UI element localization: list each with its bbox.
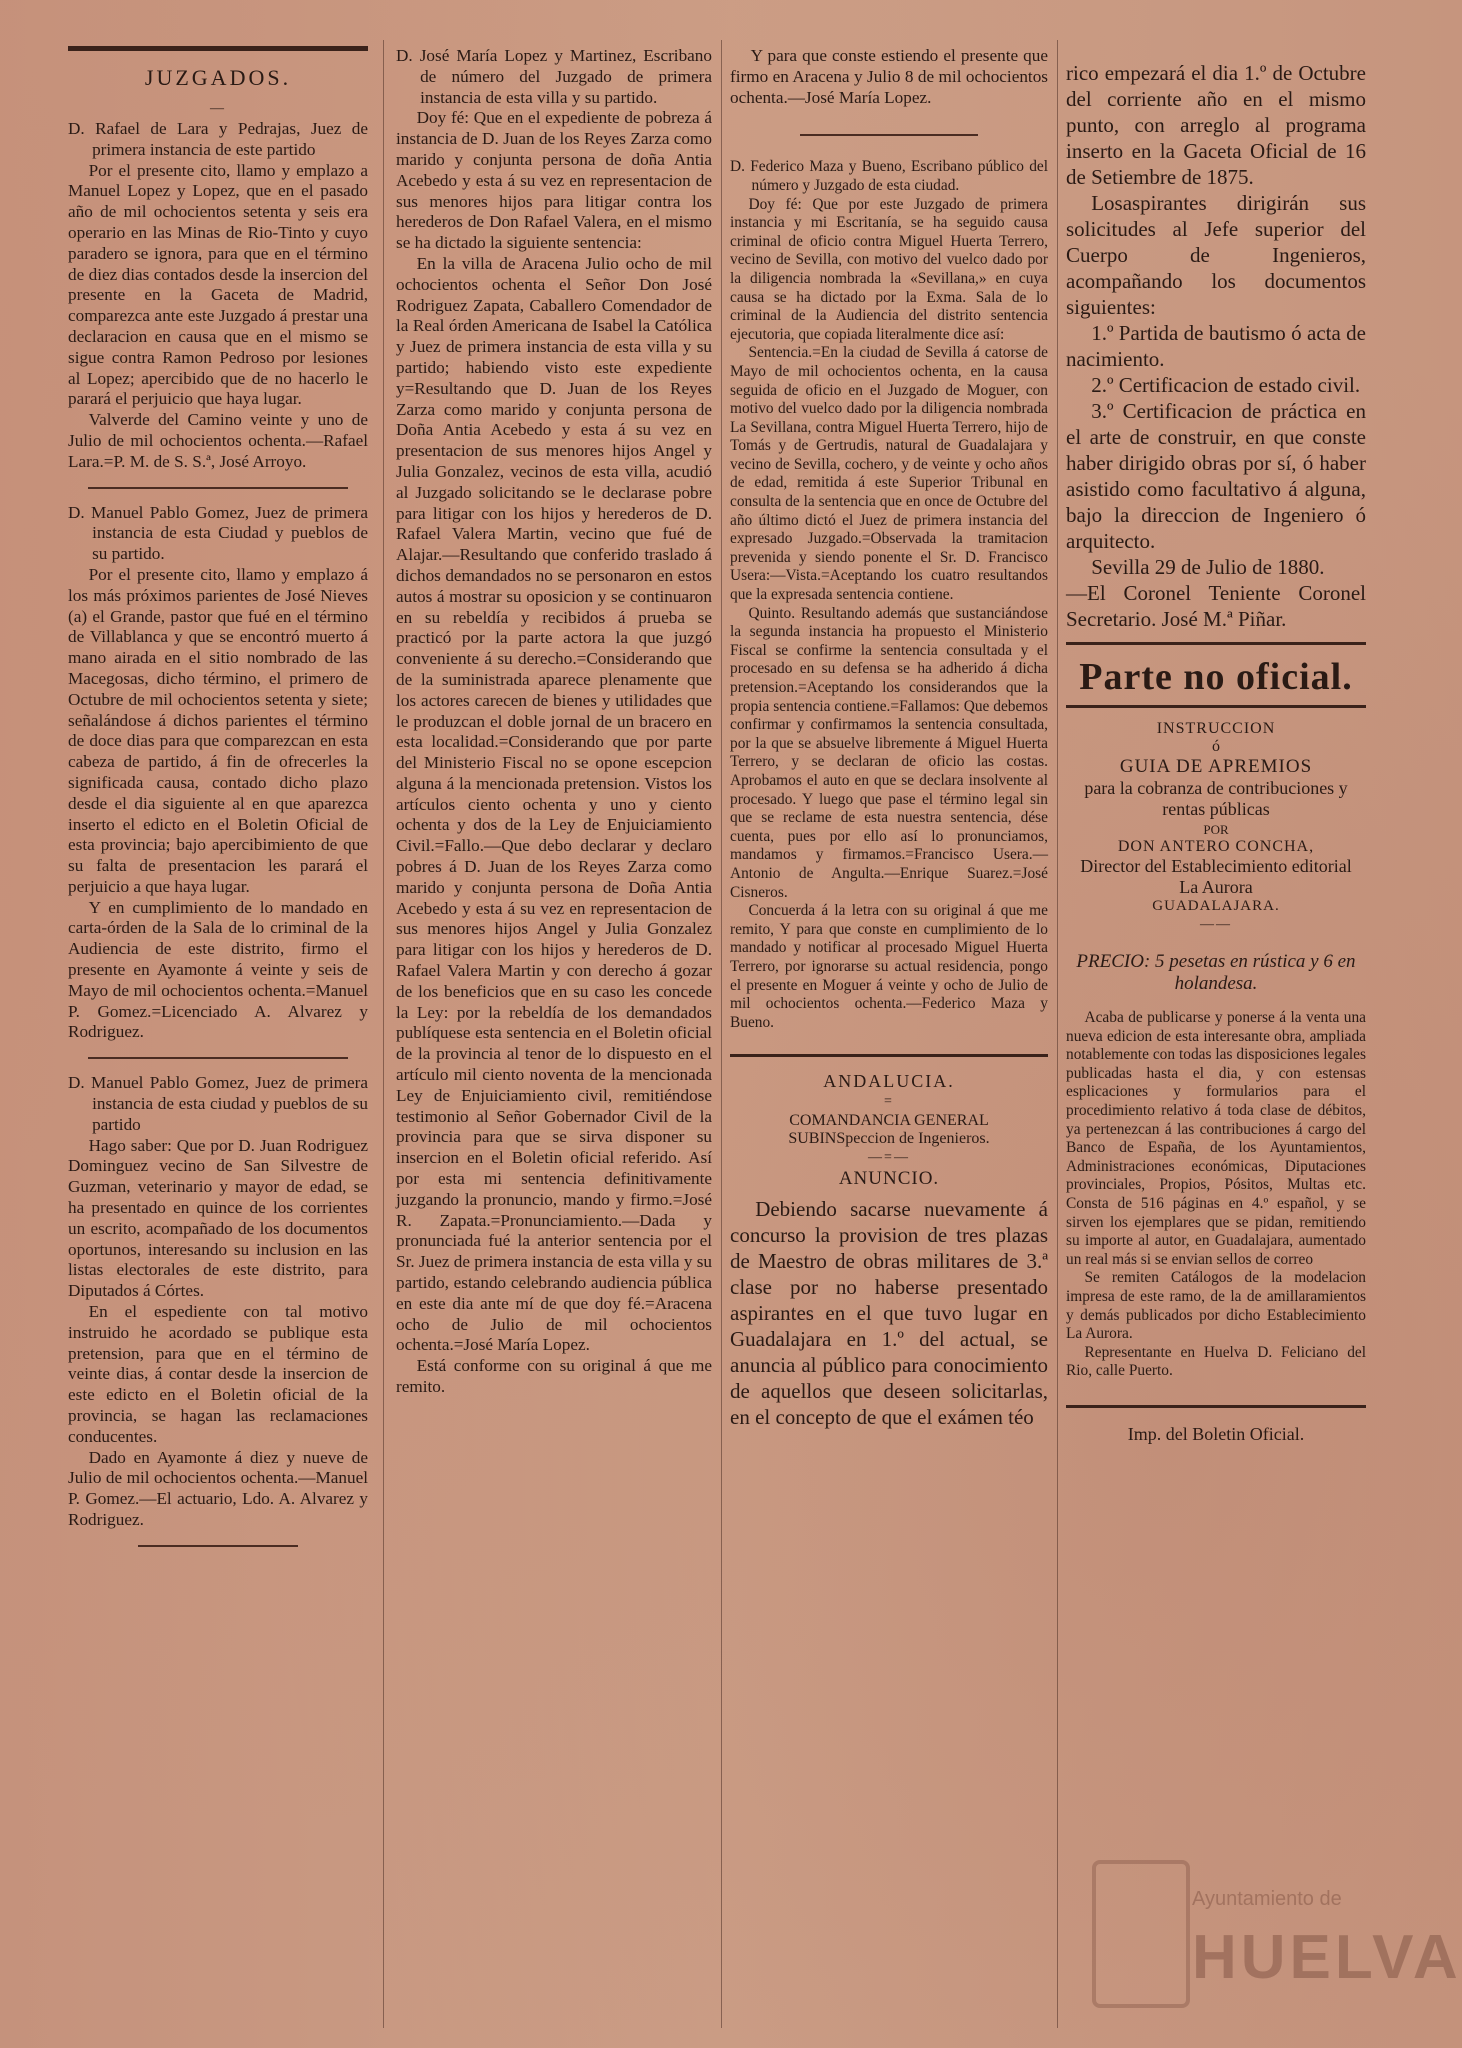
ad-text-1: Acaba de publicarse y ponerse á la venta una nueva edicion de esta interesante obra, ampliada notablemente con todas las disposiciones legales publicadas hasta el dia, y con estensas esplicaciones y formularios para el procedimiento relativo á toda clase de débitos, ya pertenezcan á las contribuciones á cargo del Banco de España, de los Ayuntamientos, Administraciones económicas, Diputaciones provinciales, Propios, Pósitos, Multas etc. Consta de 516 páginas en 4.º español, y se sirven los ejemplares que se pidan, remitiendo su importe al autor, en Guadalajara, aumentado un real más si se envian sellos de correo bbox=[1066, 1009, 1366, 1268]
ad-instruccion: INSTRUCCION bbox=[1156, 720, 1276, 737]
moguer-sentencia: Sentencia.=En la ciudad de Sevilla á catorse de Mayo de mil ochocientos ochenta, en la causa seguida de oficio en el Juzgado de Moguer, con motivo del vuelco dado por la diligencia nombrada La Sevillana, contra Miguel Huerta Terrero, hijo de Tomás y de Gertrudis, natural de Guadalajara y vecino de Sevilla, cochero, y de veinte y ocho años de edad, remitida á este Superior Tribunal en consulta de la sentencia que en once de Octubre del año último dictó el Juez de primera instancia del expresado Juzgado.=Observada la tramitacion prevenida y siendo ponente el Sr. D. Francisco Usera:—Vista.=Aceptando los cuatro resultandos que la expresada sentencia contiene. bbox=[730, 344, 1048, 604]
notary-intro: Doy fé: Que en el expediente de pobreza á instancia de D. Juan de los Reyes Zarza como marido y conjunta persona de doña Antia Acebedo y esta á su vez en representacion de sus menores hijos para litigar contra los herederos de Don Rafael Valera, en el mismo se ha dictado la siguiente sentencia: bbox=[396, 108, 712, 253]
ad-para: para la cobranza de contribuciones y rentas públicas bbox=[1084, 778, 1348, 819]
moguer-heading: D. Federico Maza y Bueno, Escribano público del número y Juzgado de esta ciudad. bbox=[730, 158, 1048, 194]
ad-guia-title: GUIA DE APREMIOS bbox=[1119, 756, 1313, 777]
moguer-quinto: Quinto. Resultando además que sustanciándose la segunda instancia ha propuesto el Ministerio Fiscal se confirme la sentencia consultada y el procesado en su defensa se ha adherido á dicha pretension.=Aceptando los considerandos que la propia sentencia contiene.=Fallamos: Que debemos confirmar y confirmamos la sentencia consultada, por la que se absuelve libremente á Miguel Huerta Terrero, y se declaran de oficio las costas. Aprobamos el auto en que se declara insolvente al procesado. Y luego que pase el término legal sin que se reclame de esta nuestra sentencia, dése cuenta, pues por ello así lo pronunciamos, mandamos y firmamos.=Francisco Usera.—Antonio de Angulta.—Enrique Suarez.=José Cisneros. bbox=[730, 604, 1048, 901]
edict-2-body-2: Y en cumplimiento de lo mandado en carta-órden de la Sala de lo criminal de la Audiencia de este distrito, firmo el presente en Ayamonte á veinte y seis de Mayo de mil ochocientos ochenta.=Manuel P. Gomez.=Licenciado A. Alvarez y Rodriguez. bbox=[68, 897, 368, 1042]
section-title-andalucia: ANDALUCIA. bbox=[823, 1071, 955, 1092]
top-rule bbox=[68, 46, 368, 51]
column-4: rico empezará el dia 1.º de Octubre del corriente año en el mismo punto, con arreglo al programa inserto en la Gaceta Oficial de 16 de Setiembre de 1875. Losaspirantes dirigirán sus solicitudes al Jefe superior del Cuerpo de Ingenieros, acompañando los documentos siguientes: 1.º Partida de bautismo ó acta de nacimiento. 2.º Certificacion de estado civil. 3.º Certificacion de práctica en el arte de construir, en que conste haber dirigido obras por sí, ó haber asistido como facultativo á alguna, bajo la direccion de Ingeniero ó arquitecto. Sevilla 29 de Julio de 1880. —El Coronel Teniente Coronel Secretario. José M.ª Piñar. Parte no oficial. INSTRUCCION ó GUIA DE APREMIOS para la cobranza de contribuciones y rentas públicas POR DON ANTERO CONCHA, Director del Establecimiento editorial La Aurora GUADALAJARA. —— PRECIO: 5 pesetas en rústica y 6 en holandesa. Acaba de publicarse y ponerse á la venta una nueva edicion de esta interesante obra, ampliada notablemente con todas las disposiciones legales publicadas hasta el dia, y con estensas esplicaciones y formularios para el procedimiento relativo á toda clase de débitos, ya pertenezcan á las contribuciones á cargo del Banco de España, de los Ayuntamientos, Administraciones económicas, Diputaciones provinciales, Propios, Pósitos, Multas etc. Consta de 516 páginas en 4.º español, y se sirven los ejemplares que se pidan, remitiendo su importe al autor, en Guadalajara, aumentado un real más si se envian sellos de correo Se remiten Catálogos de la modelacion impresa de este ramo, de la de amillaramientos y demás publicados por dicho Establecimiento La Aurora. Representante en Huelva D. Feliciano del Rio, calle Puerto. Imp. del Boletin Oficial. bbox=[1066, 61, 1366, 1444]
ad-text-3: Representante en Huelva D. Feliciano del Rio, calle Puerto. bbox=[1066, 1343, 1366, 1380]
separator bbox=[800, 134, 978, 136]
signature-name: —El Coronel Teniente Coronel Secretario. José M.ª Piñar. bbox=[1066, 581, 1366, 631]
column-1: JUZGADOS. — D. Rafael de Lara y Pedrajas, Juez de primera instancia de este partido Por el presente cito, llamo y emplazo a Manuel Lopez y Lopez, que en el pasado año de mil ochocientos setenta y seis era operario en las Minas de Rio-Tinto y cuyo paradero se ignora, para que en el término de diez dias contados desde la insercion del presente en la Gaceta de Madrid, comparezca ante este Juzgado á prestar una declaracion en causa que en el mismo se sigue contra Ramon Pedroso por lesiones al Lopez; apercibido que de no hacerlo le parará el perjuicio que haya lugar. Valverde del Camino veinte y uno de Julio de mil ochocientos ochenta.—Rafael Lara.=P. M. de S. S.ª, José Arroyo. D. Manuel Pablo Gomez, Juez de primera instancia de esta Ciudad y pueblos de su partido. Por el presente cito, llamo y emplazo á los más próximos parientes de José Nieves (a) el Grande, pastor que fué en el término de Villablanca y que se encontró muerto á mano airada en el sitio nombrado de las Macegosas, dicho término, el primero de Octubre de mil ochocientos setenta y siete; señalándose á dichos parientes el término de doce dias para que comparezcan en esta cabeza de partido, á fin de ofrecerles la significada causa, contado dicho plazo desde el dia siguiente al en que aparezca inserto el edicto en el Boletin Oficial de esta provincia; bajo apercibimiento de que su falta de presentacion les parará el perjuicio a que haya lugar. Y en cumplimiento de lo mandado en carta-órden de la Sala de lo criminal de la Audiencia de este distrito, firmo el presente en Ayamonte á veinte y seis de Mayo de mil ochocientos ochenta.=Manuel P. Gomez.=Licenciado A. Alvarez y Rodriguez. D. Manuel Pablo Gomez, Juez de primera instancia de esta ciudad y pueblos de su partido Hago saber: Que por D. Juan Rodriguez Dominguez vecino de San Silvestre de Guzman, veterinario y mayor de edad, se ha presentado en quince de los corrientes un escrito, acompañado de los documentos oportunos, interesando su inclusion en las listas electorales de este distrito, para Diputados á Córtes. En el espediente con tal motivo instruido he acordado se publique esta pretension, para que en el término de veinte dias, á contar desde la insercion de este edicto en el Boletin oficial de la provincia, se hagan las reclamaciones conducentes. Dado en Ayamonte á diez y nueve de Julio de mil ochocientos ochenta.—Manuel P. Gomez.—El actuario, Ldo. A. Alvarez y Rodriguez. bbox=[68, 0, 368, 2048]
edict-1-heading: D. Rafael de Lara y Pedrajas, Juez de primera instancia de este partido bbox=[68, 119, 368, 159]
separator bbox=[138, 1545, 298, 1547]
column-rule-2 bbox=[721, 40, 722, 2028]
edict-2-body: Por el presente cito, llamo y emplazo á los más próximos parientes de José Nieves (a) el Grande, pastor que fué en el término de Villablanca y que se encontró muerto á mano airada en el sitio nombrado de las Macegosas, dicho término, el primero de Octubre de mil ochocientos setenta y siete; señalándose á dichos parientes el término de doce dias para que comparezcan en esta cabeza de partido, á fin de ofrecerles la significada causa, contado dicho plazo desde el dia siguiente al en que aparezca inserto el edicto en el Boletin Oficial de esta provincia; bajo apercibimiento de que su falta de presentacion les parará el perjuicio a que haya lugar. bbox=[68, 564, 368, 896]
column-3: Y para que conste estiendo el presente que firmo en Aracena y Julio 8 de mil ochocientos ochenta.—José María Lopez. D. Federico Maza y Bueno, Escribano público del número y Juzgado de esta ciudad. Doy fé: Que por este Juzgado de primera instancia y mi Escritanía, se ha seguido causa criminal de oficio contra Miguel Huerta Terrero, vecino de Sevilla, con motivo del vuelco dado por la diligencia nombrada la «Sevillana,» en cuya causa se ha dictado por la Exma. Sala de lo criminal de la Audiencia del distrito sentencia ejecutoria, que copiada literalmente dice así: Sentencia.=En la ciudad de Sevilla á catorse de Mayo de mil ochocientos ochenta, en la causa seguida de oficio en el Juzgado de Moguer, con motivo del vuelco dado por la diligencia nombrada La Sevillana, contra Miguel Huerta Terrero, hijo de Tomás y de Gertrudis, natural de Guadalajara y vecino de Sevilla, cochero, y de veinte y ocho años de edad, remitida á este Superior Tribunal en consulta de la sentencia que en once de Octubre del año último dictó el Juez de primera instancia del expresado Juzgado.=Observada la tramitacion prevenida y siendo ponente el Sr. D. Francisco Usera:—Vista.=Aceptando los cuatro resultandos que la expresada sentencia contiene. Quinto. Resultando además que sustanciándose la segunda instancia ha propuesto el Ministerio Fiscal se confirme la sentencia consultada y el procesado en su defensa se ha adherido á dicha pretension.=Aceptando los considerandos que la propia sentencia contiene.=Fallamos: Que debemos confirmar y confirmamos la sentencia consultada, por la que se absuelve libremente á Miguel Huerta Terrero, y se declaran de oficio las costas. Aprobamos el auto en que se declara insolvente al procesado. Y luego que pase el término legal sin que se reclame de esta nuestra sentencia, dése cuenta, pues por ello así lo pronunciamos, mandamos y firmamos.=Francisco Usera.—Antonio de Angulta.—Enrique Suarez.=José Cisneros. Concuerda á la letra con su original á que me remito, Y para que conste en cumplimiento de lo mandado y notificar al procesado Miguel Huerta Terrero, por ignorarse su actual residencia, pongo el presente en Moguer á veinte y ocho de Julio de mil ochocientos ochenta.—Federico Maza y Bueno. ANDALUCIA. = COMANDANCIA GENERAL SUBINSpeccion de Ingenieros. —=— ANUNCIO. Debiendo sacarse nuevamente á concurso la provision de tres plazas de Maestro de obras militares de 3.ª clase por no haberse presentado aspirantes en el que tuvo lugar en Guadalajara en 1.º del actual, se anuncia al público para conocimiento de aquellos que deseen solicitarlas, en el concepto de que el exámen téo bbox=[730, 46, 1048, 1430]
requirements-intro: Losaspirantes dirigirán sus solicitudes al Jefe superior del Cuerpo de Ingenieros, acompañando los documentos siguientes: bbox=[1066, 191, 1366, 319]
anuncio-title: ANUNCIO. bbox=[838, 1168, 940, 1190]
edict-1-signature: Valverde del Camino veinte y uno de Julio de mil ochocientos ochenta.—Rafael Lara.=P. M. de S. S.ª, José Arroyo. bbox=[68, 410, 368, 471]
notary-heading: D. José María Lopez y Martinez, Escribano de número del Juzgado de primera instancia de esta villa y su partido. bbox=[396, 46, 712, 107]
comandancia-heading: COMANDANCIA GENERAL SUBINSpeccion de Ingenieros. bbox=[788, 1112, 990, 1148]
archive-watermark bbox=[1092, 1860, 1462, 2035]
ad-text-2: Se remiten Catálogos de la modelacion impresa de este ramo, de la de amillaramientos y demás publicados por dicho Establecimiento La Aurora. bbox=[1066, 1269, 1366, 1343]
ad-director: Director del Establecimiento editorial La Aurora bbox=[1080, 856, 1352, 897]
edict-3-body-3: Dado en Ayamonte á diez y nueve de Julio de mil ochocientos ochenta.—Manuel P. Gomez.—El actuario, Ldo. A. Alvarez y Rodriguez. bbox=[68, 1447, 368, 1529]
edict-3-body-2: En el espediente con tal motivo instruido he acordado se publique esta pretension, para que en el término de veinte dias, á contar desde la insercion de este edicto en el Boletin oficial de la provincia, se hagan las reclamaciones conducentes. bbox=[68, 1302, 368, 1446]
watermark-huelva: HUELVA bbox=[1192, 1923, 1462, 1992]
sentence-text: En la villa de Aracena Julio ocho de mil ochocientos ochenta el Señor Don José Rodriguez Zapata, Caballero Comendador de la Real órden Americana de Isabel la Católica y Juez de primera instancia de esta villa y su partido; habiendo visto este expediente y=Resultando que D. Juan de los Reyes Zarza como marido y conjunta persona de Doña Antia Acebedo y esta á su vez en presentacion de sus menores hijos Angel y Julia Gonzalez, vecinos de esta villa, acudió al Juzgado solicitando se le declarase pobre para litigar con los hijos y herederos de D. Rafael Valera Martin, vecino que fué de Alajar.—Resultando que conferido traslado á dichos demandados no se personaron en estos autos á mostrar su oposicion y se continuaron en su rebeldía y recibidos á prueba se practicó por la parte actora la que juzgó conveniente á su derecho.=Considerando que de la suministrada aparece plenamente que los actores carecen de bienes y utilidades que le produzcan el doble jornal de un bracero en esta localidad.=Considerando que por parte del Ministerio Fiscal no se opone escepcion alguna á la mencionada pretension. Vistos los artículos ciento ochenta y uno y ciento ochenta y dos de la Ley de Enjuiciamiento Civil.=Fallo.—Que debo declarar y declaro pobres á D. Juan de los Reyes Zarza como marido y conjunta persona de Doña Antia Acebedo y esta á su vez en representacion de sus menores hijos Angel y Julia Gonzalez para litigar con los hijos y herederos de D. Rafael Valera Martin y con derecho á gozar de los beneficios que en su caso les concede la Ley: por la rebeldía de los demandados publíquese esta sentencia en el Boletin oficial de la provincia al tenor de lo dispuesto en el artículo mil ciento noventa de la mencionada Ley de Enjuiciamiento civil, remitiéndose testimonio al Señor Gobernador Civil de la provincia para que se sirva disponer su insercion en el Boletin oficial referido. Así por esta mi sentencia definitivamente juzgando la pronuncio, mando y firmo.=José R. Zapata.=Pronunciamiento.—Dada y pronunciada fué la anterior sentencia por el Sr. Juez de primera instancia de esta villa y su partido, estando celebrando audiencia pública en este dia ante mí de que doy fé.=Aracena ocho de Julio de mil ochocientos ochenta.=José María Lopez. bbox=[396, 253, 712, 1355]
edict-2-heading: D. Manuel Pablo Gomez, Juez de primera instancia de esta Ciudad y pueblos de su partido. bbox=[68, 502, 368, 564]
conformity-note: Está conforme con su original á que me remito. bbox=[396, 1356, 712, 1396]
anuncio-body: Debiendo sacarse nuevamente á concurso la provision de tres plazas de Maestro de obras militares de 3.ª clase por no haberse presentado aspirantes en el que tuvo lugar en Guadalajara en 1.º del actual, se anuncia al público para conocimiento de aquellos que deseen solicitarlas, en el concepto de que el exámen téo bbox=[730, 1197, 1048, 1430]
coat-of-arms-icon bbox=[1092, 1860, 1190, 2008]
signature-place-date: Sevilla 29 de Julio de 1880. bbox=[1091, 555, 1325, 579]
column-2 bbox=[396, 0, 712, 2048]
requirement-3: 3.º Certificacion de práctica en el arte de construir, en que conste haber dirigido obras por sí, ó haber asistido como facultativo á alguna, bajo la direccion de Ingeniero ó arquitecto. bbox=[1066, 399, 1366, 553]
footer-rule bbox=[1066, 1405, 1366, 1408]
requirement-1: 1.º Partida de bautismo ó acta de nacimiento. bbox=[1066, 321, 1366, 371]
section-title-juzgados: JUZGADOS. bbox=[144, 65, 292, 90]
ad-por: POR bbox=[1203, 822, 1229, 837]
separator bbox=[88, 1057, 348, 1059]
watermark-ayuntamiento: Ayuntamiento de bbox=[1192, 1888, 1342, 1910]
edict-1-body: Por el presente cito, llamo y emplazo a Manuel Lopez y Lopez, que en el pasado año de mil ochocientos setenta y seis era operario en las Minas de Rio-Tinto y cuyo paradero se ignora, para que en el término de diez dias contados desde la insercion del presente en la Gaceta de Madrid, comparezca ante este Juzgado á prestar una declaracion en causa que en el mismo se sigue contra Ramon Pedroso por lesiones al Lopez; apercibido que de no hacerlo le parará el perjuicio que haya lugar. bbox=[68, 160, 368, 409]
parte-no-oficial-title: Parte no oficial. bbox=[1066, 642, 1366, 708]
aracena-closing: Y para que conste estiendo el presente que firmo en Aracena y Julio 8 de mil ochocientos ochenta.—José María Lopez. bbox=[730, 46, 1048, 107]
separator bbox=[88, 487, 348, 489]
edict-3-body: Hago saber: Que por D. Juan Rodriguez Dominguez vecino de San Silvestre de Guzman, veterinario y mayor de edad, se ha presentado en quince de los corrientes un escrito, acompañado de los documentos oportunos, interesando su inclusion en las listas electorales de este distrito, para Diputados á Córtes. bbox=[68, 1135, 368, 1301]
imprint: Imp. del Boletin Oficial. bbox=[1127, 1423, 1305, 1444]
moguer-concuerda: Concuerda á la letra con su original á que me remito, Y para que conste en cumplimiento de lo mandado y notificar al procesado Miguel Huerta Terrero, por ignorarse su actual residencia, pongo el presente en Moguer á veinte y ocho de Julio de mil ochocientos ochenta.—Federico Maza y Bueno. bbox=[730, 902, 1048, 1031]
column-rule-3 bbox=[1057, 40, 1058, 2028]
ad-lugar: GUADALAJARA. bbox=[1152, 898, 1280, 914]
edict-3-heading: D. Manuel Pablo Gomez, Juez de primera instancia de esta ciudad y pueblos de su partido bbox=[68, 1073, 368, 1134]
ad-precio: PRECIO: 5 pesetas en rústica y 6 en holandesa. bbox=[1076, 951, 1356, 994]
section-rule bbox=[730, 1054, 1048, 1057]
ad-autor: DON ANTERO CONCHA, bbox=[1117, 838, 1315, 855]
anuncio-continued: rico empezará el dia 1.º de Octubre del corriente año en el mismo punto, con arreglo al programa inserto en la Gaceta Oficial de 16 de Setiembre de 1875. bbox=[1066, 61, 1366, 189]
requirement-2: 2.º Certificacion de estado civil. bbox=[1091, 373, 1361, 397]
column-rule-1 bbox=[383, 40, 384, 2028]
moguer-intro: Doy fé: Que por este Juzgado de primera instancia y mi Escritanía, se ha seguido causa criminal de oficio contra Miguel Huerta Terrero, vecino de Sevilla, con motivo del vuelco dado por la diligencia nombrada la «Sevillana,» en cuya causa se ha dictado por la Exma. Sala de lo criminal de la Audiencia del distrito sentencia ejecutoria, que copiada literalmente dice así: bbox=[730, 195, 1048, 343]
ad-o: ó bbox=[1212, 738, 1220, 755]
